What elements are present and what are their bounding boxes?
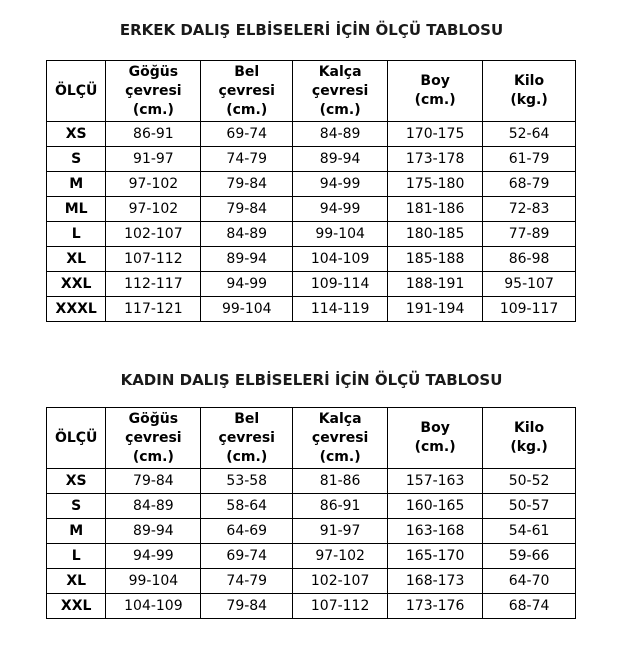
table-row: [47, 594, 576, 619]
header-waist-line: Bel: [234, 410, 260, 427]
cell-weight: 86-98: [483, 247, 576, 272]
header-chest-line: çevresi: [125, 82, 182, 99]
cell-height: 163-168: [388, 519, 483, 544]
header-chest-line: çevresi: [125, 429, 182, 446]
header-waist-line: çevresi: [218, 82, 275, 99]
cell-weight: 59-66: [483, 544, 576, 569]
men-size-table: [46, 60, 576, 322]
header-weight-line: (kg.): [510, 92, 548, 108]
cell-waist: 64-69: [201, 519, 293, 544]
cell-chest: 97-102: [106, 197, 201, 222]
cell-waist: 58-64: [201, 494, 293, 519]
cell-height: 188-191: [388, 272, 483, 297]
table-row: [47, 469, 576, 494]
cell-chest: 94-99: [106, 544, 201, 569]
header-waist-line: çevresi: [218, 429, 275, 446]
cell-weight: 95-107: [483, 272, 576, 297]
header-size: [47, 61, 106, 122]
cell-waist: 79-84: [201, 197, 293, 222]
header-weight-line: (kg.): [510, 439, 548, 455]
cell-size: M: [47, 519, 106, 544]
header-hip: [293, 408, 388, 469]
header-height-line: Boy: [420, 73, 450, 89]
cell-size: L: [47, 222, 106, 247]
table-row: [47, 519, 576, 544]
table-row: [47, 297, 576, 322]
table-row: [47, 569, 576, 594]
cell-height: 173-176: [388, 594, 483, 619]
cell-hip: 94-99: [293, 172, 388, 197]
cell-height: 175-180: [388, 172, 483, 197]
cell-hip: 81-86: [293, 469, 388, 494]
cell-chest: 86-91: [106, 122, 201, 147]
header-weight: [483, 61, 576, 122]
table-header-row: [47, 408, 576, 469]
cell-weight: 50-57: [483, 494, 576, 519]
header-chest: [106, 408, 201, 469]
cell-height: 185-188: [388, 247, 483, 272]
cell-weight: 54-61: [483, 519, 576, 544]
header-chest-line: (cm.): [132, 101, 174, 118]
header-chest-line: (cm.): [132, 448, 174, 465]
cell-hip: 86-91: [293, 494, 388, 519]
cell-weight: 72-83: [483, 197, 576, 222]
cell-chest: 99-104: [106, 569, 201, 594]
cell-hip: 114-119: [293, 297, 388, 322]
cell-weight: 50-52: [483, 469, 576, 494]
cell-waist: 69-74: [201, 122, 293, 147]
cell-waist: 79-84: [201, 594, 293, 619]
cell-height: 157-163: [388, 469, 483, 494]
header-waist-line: (cm.): [226, 448, 268, 465]
header-waist: [201, 61, 293, 122]
header-chest: [106, 61, 201, 122]
cell-hip: 97-102: [293, 544, 388, 569]
cell-chest: 91-97: [106, 147, 201, 172]
cell-size: L: [47, 544, 106, 569]
table-row: [47, 122, 576, 147]
cell-waist: 89-94: [201, 247, 293, 272]
header-weight: [483, 408, 576, 469]
cell-hip: 94-99: [293, 197, 388, 222]
table-row: [47, 247, 576, 272]
header-chest-line: Göğüs: [128, 410, 179, 427]
header-height: [388, 61, 483, 122]
cell-height: 165-170: [388, 544, 483, 569]
cell-hip: 89-94: [293, 147, 388, 172]
cell-hip: 102-107: [293, 569, 388, 594]
cell-size: XS: [47, 122, 106, 147]
cell-chest: 84-89: [106, 494, 201, 519]
header-hip-line: (cm.): [319, 448, 361, 465]
header-hip-line: Kalça: [318, 410, 362, 427]
header-size-line: ÖLÇÜ: [54, 82, 98, 99]
cell-size: S: [47, 494, 106, 519]
header-weight-line: Kilo: [514, 420, 545, 436]
header-hip-line: Kalça: [318, 63, 362, 80]
cell-hip: 107-112: [293, 594, 388, 619]
cell-chest: 112-117: [106, 272, 201, 297]
header-weight-line: Kilo: [514, 73, 545, 89]
header-hip-line: çevresi: [311, 82, 369, 99]
cell-weight: 68-74: [483, 594, 576, 619]
header-chest-line: Göğüs: [128, 63, 179, 80]
cell-size: XL: [47, 569, 106, 594]
cell-waist: 74-79: [201, 569, 293, 594]
cell-hip: 99-104: [293, 222, 388, 247]
cell-weight: 77-89: [483, 222, 576, 247]
cell-hip: 109-114: [293, 272, 388, 297]
cell-height: 170-175: [388, 122, 483, 147]
header-height: [388, 408, 483, 469]
men-size-chart-title: ERKEK DALIŞ ELBİSELERİ İÇİN ÖLÇÜ TABLOSU: [119, 21, 504, 39]
header-waist-line: (cm.): [226, 101, 268, 118]
cell-waist: 69-74: [201, 544, 293, 569]
cell-size: XL: [47, 247, 106, 272]
table-row: [47, 272, 576, 297]
cell-chest: 107-112: [106, 247, 201, 272]
cell-waist: 53-58: [201, 469, 293, 494]
header-waist: [201, 408, 293, 469]
cell-waist: 79-84: [201, 172, 293, 197]
cell-size: ML: [47, 197, 106, 222]
header-hip-line: çevresi: [311, 429, 369, 446]
cell-chest: 117-121: [106, 297, 201, 322]
cell-weight: 68-79: [483, 172, 576, 197]
header-height-line: (cm.): [414, 92, 456, 108]
table-row: [47, 222, 576, 247]
cell-chest: 79-84: [106, 469, 201, 494]
header-size-line: ÖLÇÜ: [54, 429, 98, 446]
cell-weight: 64-70: [483, 569, 576, 594]
table-row: [47, 544, 576, 569]
cell-chest: 104-109: [106, 594, 201, 619]
cell-waist: 74-79: [201, 147, 293, 172]
header-hip-line: (cm.): [319, 101, 361, 118]
cell-height: 181-186: [388, 197, 483, 222]
cell-size: XXL: [47, 594, 106, 619]
table-row: [47, 172, 576, 197]
cell-hip: 84-89: [293, 122, 388, 147]
cell-waist: 99-104: [201, 297, 293, 322]
cell-size: XS: [47, 469, 106, 494]
cell-weight: 109-117: [483, 297, 576, 322]
women-size-table: [46, 407, 576, 619]
header-waist-line: Bel: [234, 63, 260, 80]
table-row: [47, 147, 576, 172]
table-header-row: [47, 61, 576, 122]
cell-waist: 94-99: [201, 272, 293, 297]
cell-weight: 52-64: [483, 122, 576, 147]
header-height-line: (cm.): [414, 439, 456, 455]
cell-waist: 84-89: [201, 222, 293, 247]
cell-height: 160-165: [388, 494, 483, 519]
women-size-chart-title: KADIN DALIŞ ELBİSELERİ İÇİN ÖLÇÜ TABLOSU: [120, 371, 503, 389]
cell-height: 168-173: [388, 569, 483, 594]
table-row: [47, 197, 576, 222]
header-size: [47, 408, 106, 469]
cell-size: XXXL: [47, 297, 106, 322]
cell-chest: 102-107: [106, 222, 201, 247]
cell-size: M: [47, 172, 106, 197]
cell-height: 173-178: [388, 147, 483, 172]
cell-weight: 61-79: [483, 147, 576, 172]
table-row: [47, 494, 576, 519]
cell-hip: 104-109: [293, 247, 388, 272]
cell-height: 191-194: [388, 297, 483, 322]
cell-size: S: [47, 147, 106, 172]
header-hip: [293, 61, 388, 122]
cell-hip: 91-97: [293, 519, 388, 544]
cell-chest: 89-94: [106, 519, 201, 544]
header-height-line: Boy: [420, 420, 450, 436]
cell-chest: 97-102: [106, 172, 201, 197]
cell-height: 180-185: [388, 222, 483, 247]
cell-size: XXL: [47, 272, 106, 297]
